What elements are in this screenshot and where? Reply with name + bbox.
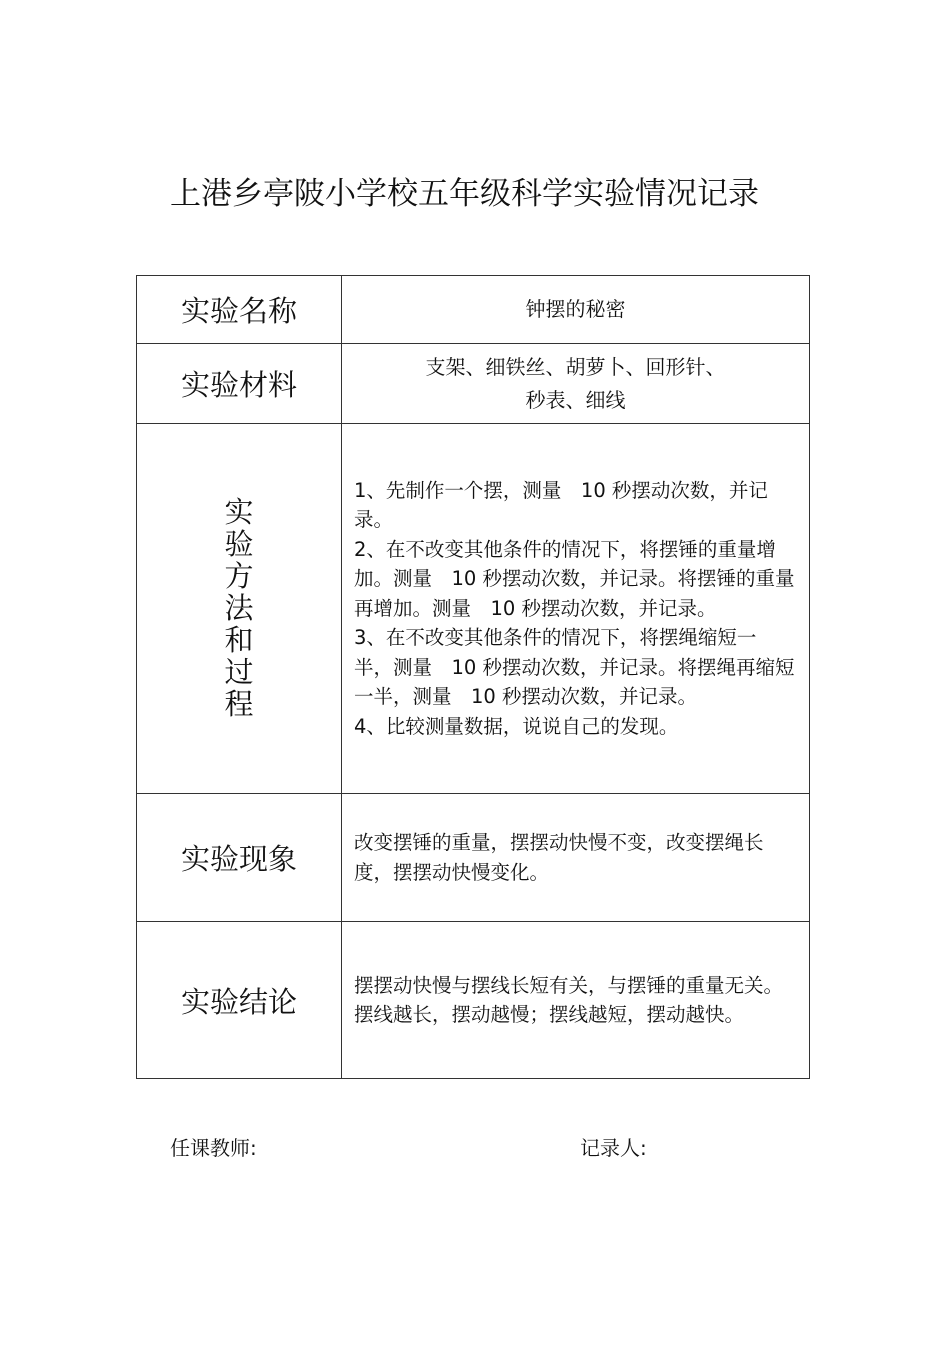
experiment-record-table: [136, 275, 810, 1079]
table-row-experiment-name: [137, 276, 810, 344]
page-title: 上港乡亭陂小学校五年级科学实验情况记录: [170, 176, 759, 212]
table-row-phenomenon: [137, 794, 810, 922]
method-label: 实验方法和过程: [224, 495, 254, 721]
materials-line-1: 支架、细铁丝、胡萝卜、回形针、: [425, 354, 726, 379]
phenomenon-value: 改变摆锤的重量，摆摆动快慢不变，改变摆绳长度，摆摆动快慢变化。: [342, 794, 810, 922]
conclusion-label: 实验结论: [137, 922, 342, 1079]
table-row-materials: [137, 344, 810, 424]
teacher-signature-label: 任课教师:: [170, 1136, 257, 1160]
method-label-cell: [137, 424, 342, 794]
experiment-name-label: 实验名称: [137, 276, 342, 344]
method-step-1: 1、先制作一个摆，测量 10 秒摆动次数，并记录。: [354, 478, 768, 532]
materials-line-2: 秒表、细线: [525, 387, 626, 412]
materials-label: 实验材料: [137, 344, 342, 424]
table-row-method: [137, 424, 810, 794]
recorder-signature-label: 记录人:: [580, 1136, 647, 1160]
method-step-2: 2、在不改变其他条件的情况下，将摆锤的重量增加。测量 10 秒摆动次数，并记录。将摆锤的重量再增加。测量 10 秒摆动次数，并记录。: [354, 537, 795, 620]
phenomenon-label: 实验现象: [137, 794, 342, 922]
materials-value: [342, 344, 810, 424]
method-steps: [342, 424, 810, 794]
method-step-4: 4、比较测量数据，说说自己的发现。: [354, 714, 679, 738]
table-row-conclusion: [137, 922, 810, 1079]
experiment-name-value: 钟摆的秘密: [342, 276, 810, 344]
conclusion-value: 摆摆动快慢与摆线长短有关，与摆锤的重量无关。摆线越长，摆动越慢；摆线越短，摆动越快。: [342, 922, 810, 1079]
method-step-3: 3、在不改变其他条件的情况下，将摆绳缩短一半，测量 10 秒摆动次数，并记录。将摆绳再缩短一半，测量 10 秒摆动次数，并记录。: [354, 626, 795, 709]
